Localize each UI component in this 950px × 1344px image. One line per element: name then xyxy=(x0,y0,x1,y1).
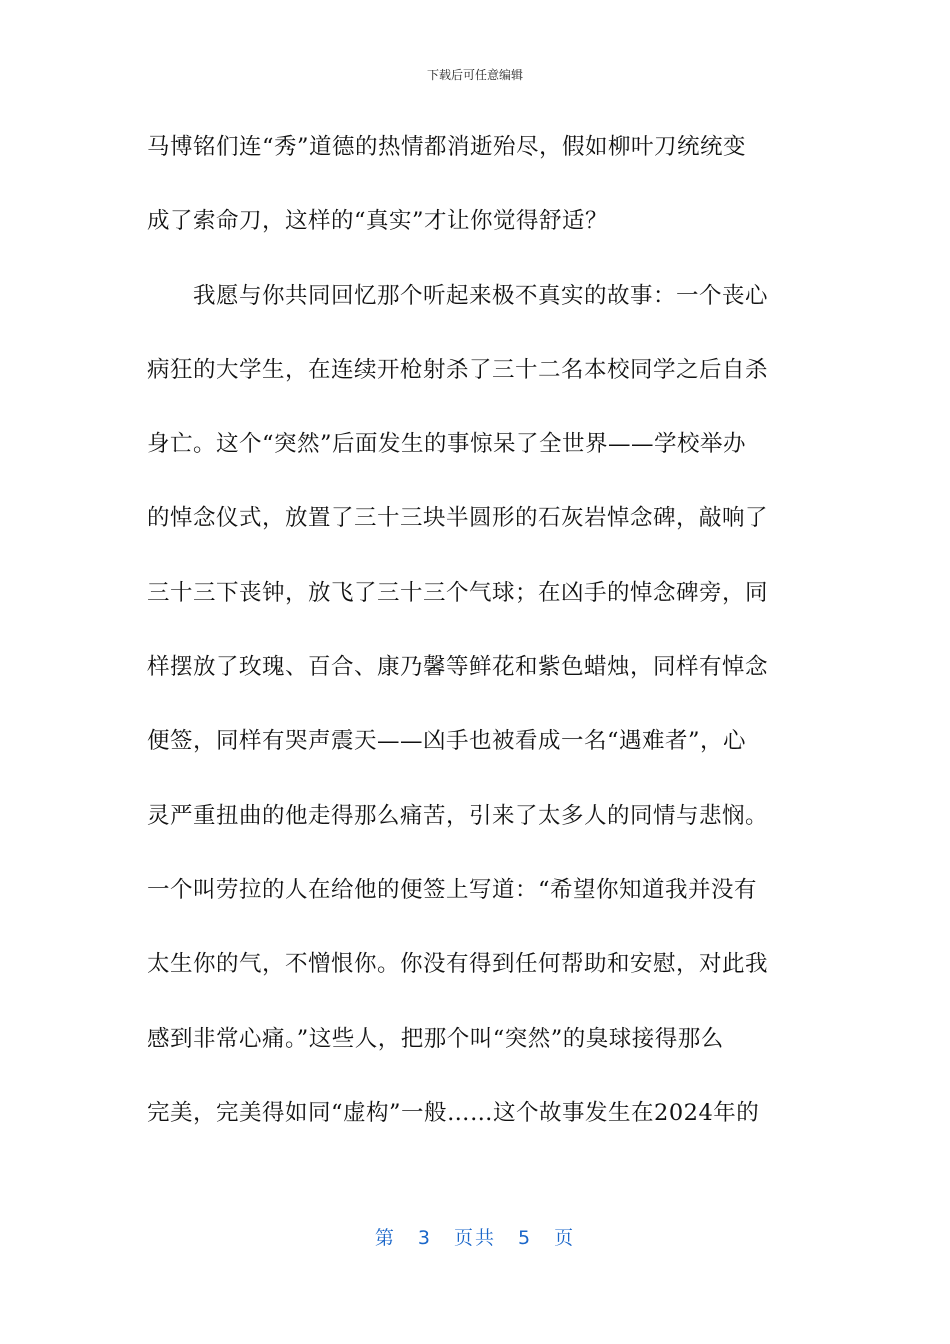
text-line: 样摆放了玫瑰、百合、康乃馨等鲜花和紫色蜡烛，同样有悼念 xyxy=(147,654,769,681)
paragraph-start-line: 我愿与你共同回忆那个听起来极不真实的故事：一个丧心 xyxy=(193,282,769,309)
current-page-number: 3 xyxy=(417,1227,432,1249)
text-line: 马博铭们连“秀”道德的热情都消逝殆尽，假如柳叶刀统统变 xyxy=(147,134,747,160)
total-pages-number: 5 xyxy=(518,1227,533,1249)
footer-prefix: 第 xyxy=(374,1227,396,1249)
text-line: 病狂的大学生，在连续开枪射杀了三十二名本校同学之后自杀 xyxy=(147,356,769,383)
document-body xyxy=(147,122,807,1162)
text-line: 成了索命刀，这样的“真实”才让你觉得舒适？ xyxy=(147,208,609,235)
text-line: 便签，同样有哭声震天——凶手也被看成一名“遇难者”，心 xyxy=(147,728,747,755)
text-line: 灵严重扭曲的他走得那么痛苦，引来了太多人的同情与悲悯。 xyxy=(147,802,769,829)
footer-suffix: 页 xyxy=(554,1227,576,1249)
text-line: 的悼念仪式，放置了三十三块半圆形的石灰岩悼念碑，敲响了 xyxy=(147,505,769,532)
page-footer xyxy=(0,1226,950,1250)
footer-middle: 页共 xyxy=(453,1227,496,1249)
text-line: 完美，完美得如同“虚构”一般……这个故事发生在2024年的 xyxy=(147,1099,760,1126)
text-line: 感到非常心痛。”这些人，把那个叫“突然”的臭球接得那么 xyxy=(147,1025,724,1052)
text-line: 太生你的气，不憎恨你。你没有得到任何帮助和安慰，对此我 xyxy=(147,951,769,978)
text-line: 一个叫劳拉的人在给他的便签上写道：“希望你知道我并没有 xyxy=(147,876,758,903)
page-header: 下载后可任意编辑 xyxy=(426,68,523,82)
text-line: 三十三下丧钟，放飞了三十三个气球；在凶手的悼念碑旁，同 xyxy=(147,579,769,606)
text-line: 身亡。这个“突然”后面发生的事惊呆了全世界——学校举办 xyxy=(147,431,747,458)
